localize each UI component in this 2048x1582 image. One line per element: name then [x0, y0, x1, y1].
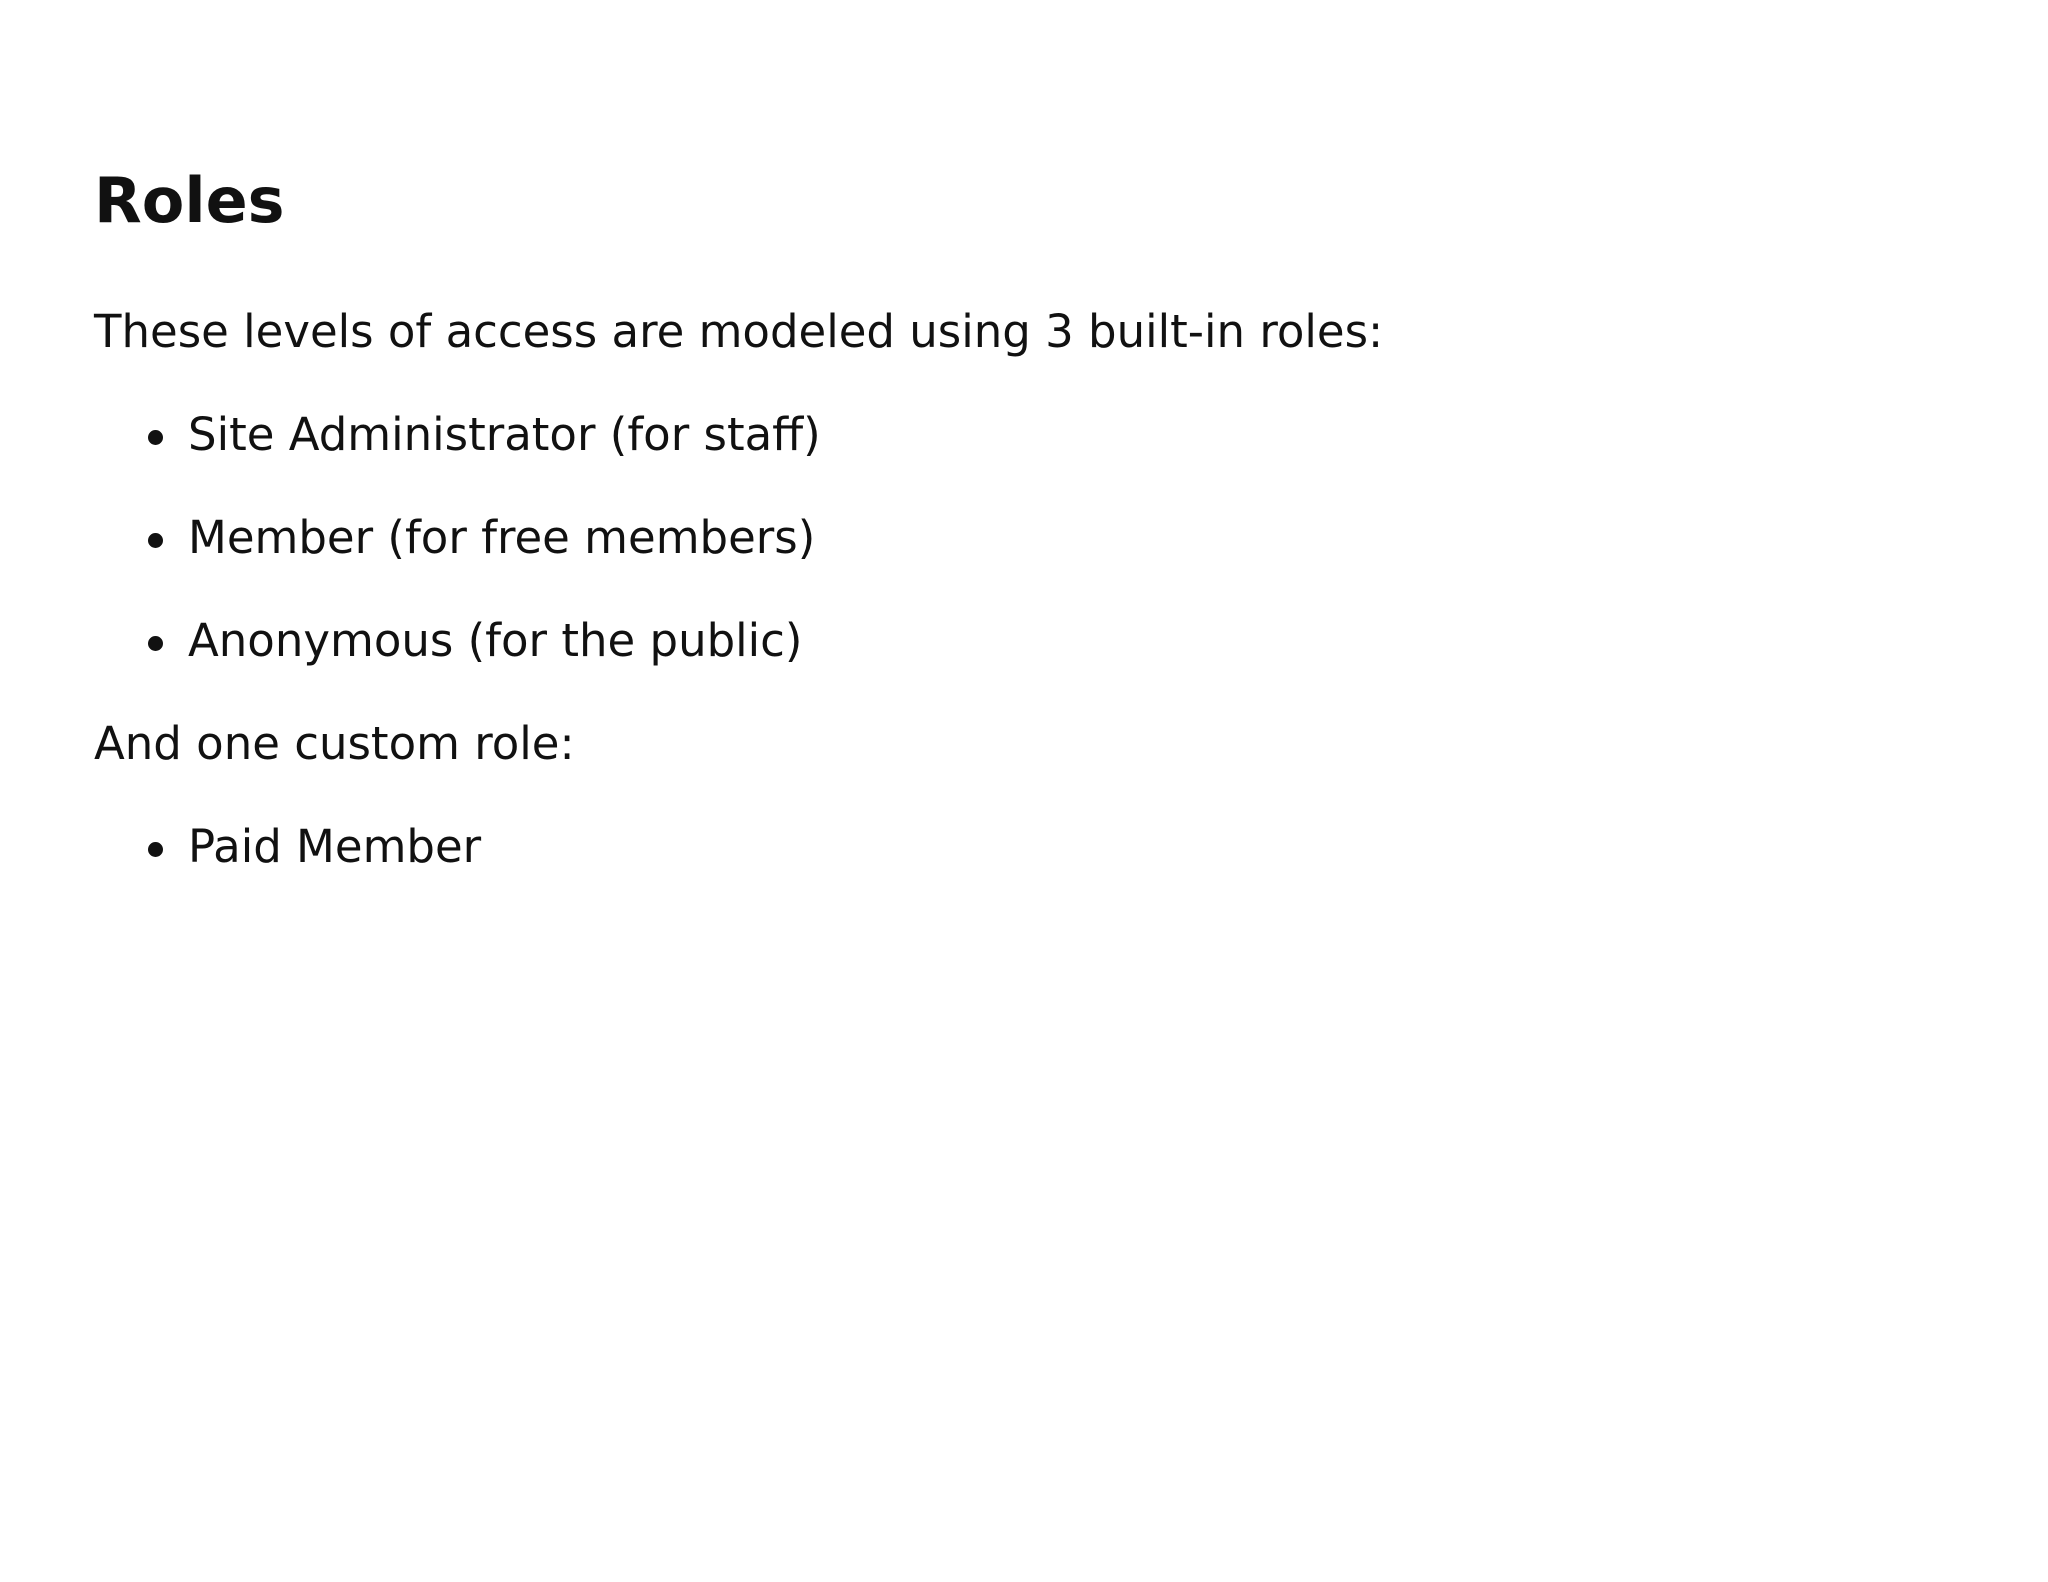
role-label: Anonymous (for the public)	[188, 614, 803, 667]
intro-paragraph: These levels of access are modeled using 3 built-in roles:	[94, 305, 1384, 358]
bullet-icon	[148, 430, 163, 445]
bullet-icon	[148, 636, 163, 651]
bullet-icon	[148, 842, 163, 857]
page-title: Roles	[94, 164, 285, 237]
role-label: Member (for free members)	[188, 511, 816, 564]
role-label: Site Administrator (for staff)	[188, 408, 821, 461]
role-label: Paid Member	[188, 820, 482, 873]
custom-role-paragraph: And one custom role:	[94, 717, 575, 770]
bullet-icon	[148, 533, 163, 548]
